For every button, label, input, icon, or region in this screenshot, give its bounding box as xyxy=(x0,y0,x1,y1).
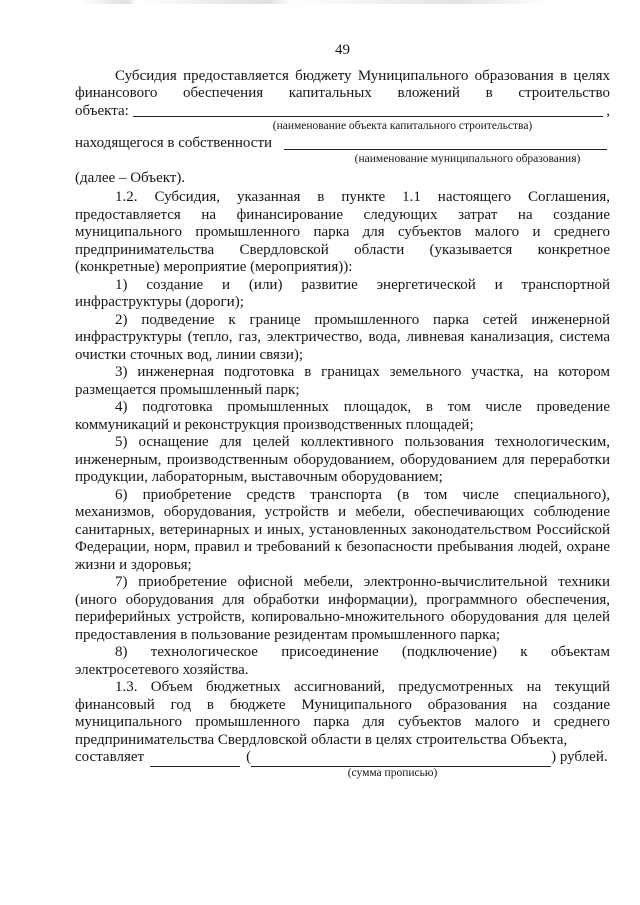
list-item: 6) приобретение средств транспорта (в том числе специального), механизмов, оборудования, устройств и мебели, обеспечивающих соблюдение санитарных, ветеринарных и иных, установленных законодательством Российской Федерации, норм, правил и требований к безопасности пребывания людей, охране жизни и здоровья; xyxy=(75,486,610,573)
sum-caption: (сумма прописью) xyxy=(347,766,438,779)
hereinafter-text: (далее – Объект). xyxy=(75,169,186,186)
page-number: 49 xyxy=(335,42,350,58)
ownership-label: находящегося в собственности xyxy=(75,135,273,151)
paragraph-1-2: 1.2. Субсидия, указанная в пункте 1.1 настоящего Соглашения, предоставляется на финансирование следующих затрат на создание муниципального промышленного парка для субъектов малого и среднего предпринимательства Свердловской области (указывается конкретное (конкретные) мероприятие (мероприятия)): xyxy=(75,189,610,275)
list-item: 3) инженерная подготовка в границах земельного участка, на котором размещается промышленный парк; xyxy=(75,364,610,398)
document-page xyxy=(75,30,610,779)
ownership-blank-line xyxy=(284,136,607,150)
amount-blank xyxy=(150,754,240,767)
amount-rubles: ) рублей. xyxy=(551,749,608,765)
intro-line-1: Субсидия предоставляется бюджету Муниципального образования в целях xyxy=(115,67,610,84)
amount-open-paren: ( xyxy=(246,749,252,765)
ownership-row xyxy=(75,135,610,153)
amount-row xyxy=(75,749,610,767)
list-item: 8) технологическое присоединение (подключение) к объектам электросетевого хозяйства. xyxy=(75,644,610,678)
list-item: 4) подготовка промышленных площадок, в том числе проведение коммуникаций и реконструкция производственных площадей; xyxy=(75,399,610,433)
amount-words-blank xyxy=(251,754,551,767)
list-item: 1) создание и (или) развитие энергетической и транспортной инфраструктуры (дороги); xyxy=(75,276,610,310)
list-item: 2) подведение к границе промышленного парка сетей инженерной инфраструктуры (тепло, газ, электричество, вода, ливневая канализация, система очистки сточных вод, линии связи); xyxy=(75,311,610,363)
list-item: 7) приобретение офисной мебели, электронно-вычислительной техники (иного оборудования для обработки информации), программного обеспечения, периферийных устройств, копировально-множительного оборудования для целей предоставления в пользование резидентам промышленного парка; xyxy=(75,574,610,643)
object-blank-line xyxy=(133,103,603,117)
object-label: объекта: xyxy=(75,102,129,119)
amount-label: составляет xyxy=(75,749,145,765)
scan-artifact xyxy=(80,0,550,4)
list-item: 5) оснащение для целей коллективного пользования технологическим, инженерным, производственным оборудованием, оборудованием для переработки продукции, лабораторным, выставочным оборудованием; xyxy=(75,434,610,485)
object-caption: (наименование объекта капитального строительства) xyxy=(272,120,533,132)
ownership-caption: (наименование муниципального образования) xyxy=(354,152,581,165)
paragraph-1-3: 1.3. Объем бюджетных ассигнований, предусмотренных на текущий финансовый год в бюджете Муниципального образования на создание муниципального промышленного парка для субъектов малого и среднего предпринимательства Свердловской области в целях строительства Объекта, xyxy=(75,679,610,748)
object-row: объекта: , xyxy=(75,102,610,119)
intro-line-2: финансового обеспечения капитальных вложений в строительство xyxy=(75,85,610,101)
